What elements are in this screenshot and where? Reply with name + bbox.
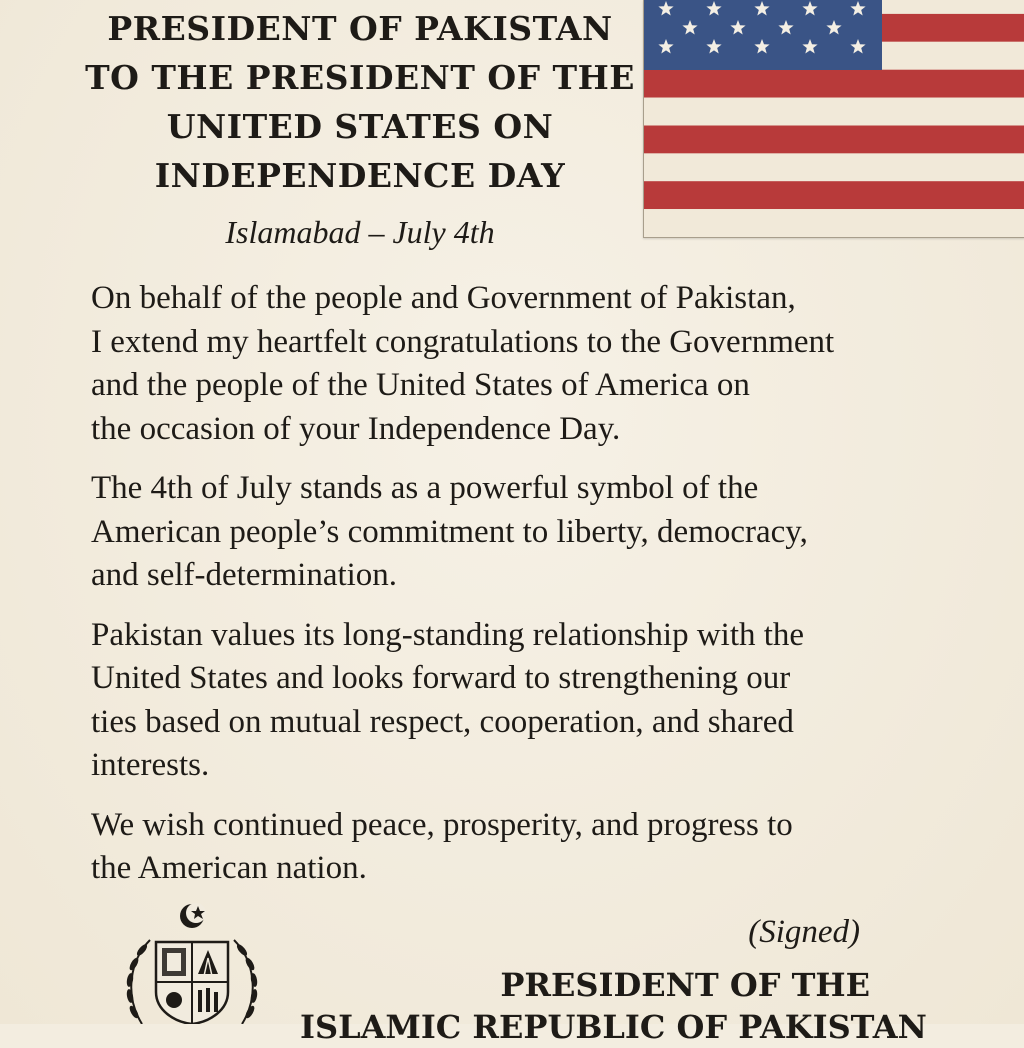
text-line: the American nation. (91, 850, 367, 886)
dateline: Islamabad – July 4th (225, 214, 495, 250)
text-line: and the people of the United States of America on (91, 367, 750, 403)
title-line: PRESIDENT OF PAKISTAN (107, 9, 613, 48)
message-paragraph (91, 614, 971, 788)
message-body (91, 277, 971, 907)
text-line: Pakistan values its long-standing relationship with the (91, 616, 805, 653)
flag-stripe (644, 209, 1024, 237)
signatory-title (300, 964, 927, 1048)
letter-title (80, 4, 640, 200)
text-line: On behalf of the people and Government of Pakistan, (91, 280, 796, 316)
united-states-flag-icon (643, 0, 1024, 238)
signatory-title-line: ISLAMIC REPUBLIC OF PAKISTAN (300, 1008, 927, 1046)
text-line: I extend my heartfelt congratulations to the Government (91, 323, 835, 360)
signed-label: (Signed) (748, 914, 860, 950)
message-paragraph (91, 277, 971, 451)
title-line: TO THE PRESIDENT OF THE (85, 58, 635, 97)
text-line: The 4th of July stands as a powerful symbol of the (91, 470, 759, 506)
flag-stripe (644, 181, 1024, 209)
signatory-title-line: PRESIDENT OF THE (500, 966, 870, 1004)
text-line: ties based on mutual respect, cooperation, and shared (91, 703, 794, 740)
flag-stripe (644, 98, 1024, 126)
flag-stripe (644, 70, 1024, 98)
title-line: UNITED STATES ON (166, 107, 554, 146)
state-emblem-of-pakistan-icon (112, 900, 272, 1024)
message-paragraph (91, 804, 971, 891)
text-line: interests. (91, 747, 210, 783)
message-paragraph (91, 467, 971, 598)
title-line: INDEPENDENCE DAY (154, 156, 566, 195)
text-line: the occasion of your Independence Day. (91, 410, 621, 447)
text-line: We wish continued peace, prosperity, and progress to (91, 806, 793, 843)
text-line: American people’s commitment to liberty, democracy, (91, 513, 808, 550)
text-line: United States and looks forward to strengthening our (91, 660, 791, 696)
flag-stripe (644, 126, 1024, 154)
flag-stripe (644, 153, 1024, 181)
text-line: and self-determination. (91, 557, 398, 593)
